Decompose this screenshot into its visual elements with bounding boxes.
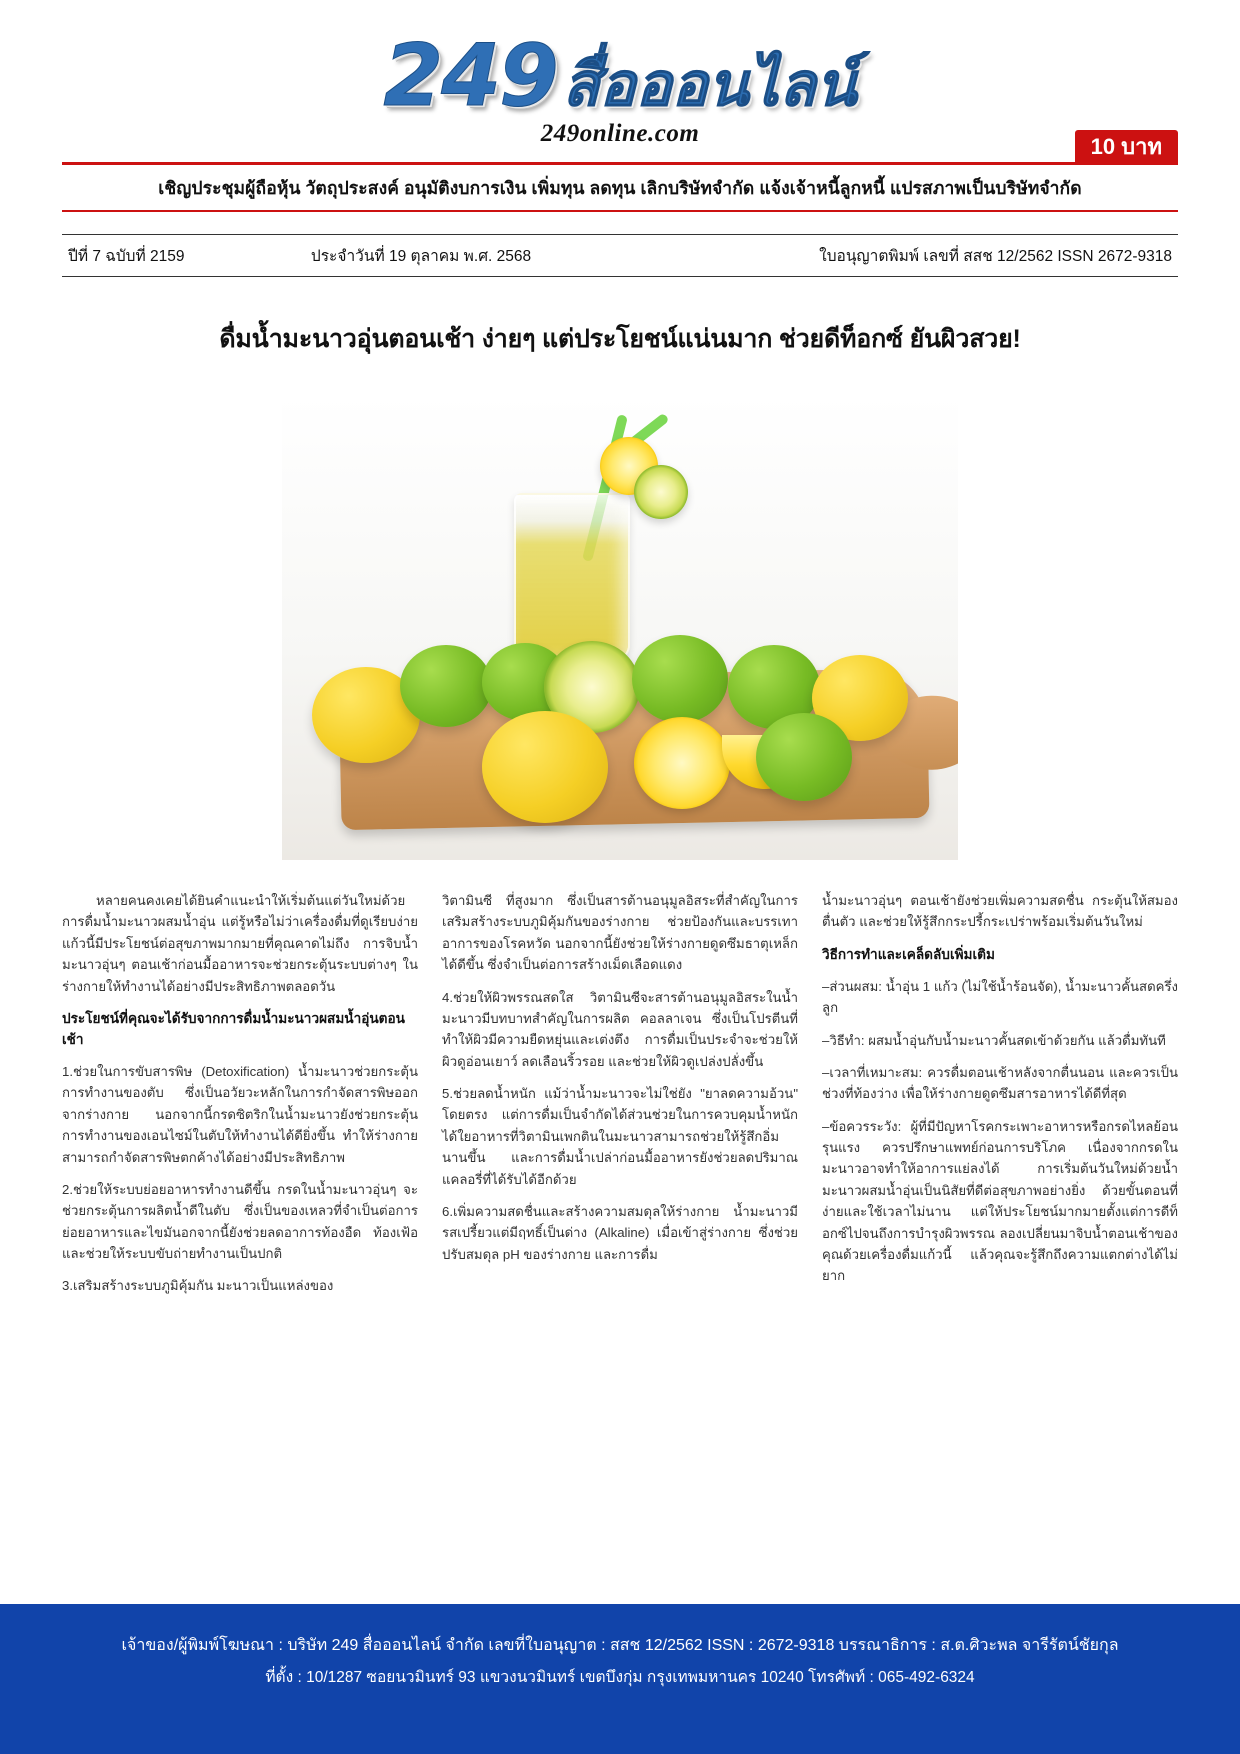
masthead-tagline: เชิญประชุมผู้ถือหุ้น วัตถุประสงค์ อนุมัติงบการเงิน เพิ่มทุน ลดทุน เลิกบริษัทจำกัด แจ้งเจ้าหนี้ลูกหนี้ แปรสภาพเป็นบริษัทจำกัด [158,178,1082,198]
article-column-3 [822,890,1178,1308]
paragraph: หลายคนคงเคยได้ยินคำแนะนำให้เริ่มต้นแต่วันใหม่ด้วยการดื่มน้ำมะนาวผสมน้ำอุ่น แต่รู้หรือไม่ว่าเครื่องดื่มที่ดูเรียบง่ายแก้วนี้มีประโยชน์ต่อสุขภาพมากมายที่คุณคาดไม่ถึง การจิบน้ำมะนาวอุ่นๆ ตอนเช้าก่อนมื้ออาหารจะช่วยกระตุ้นระบบต่างๆ ในร่างกายให้ทำงานได้อย่างมีประสิทธิภาพตลอดวัน [62,893,418,994]
paragraph: 1.ช่วยในการขับสารพิษ (Detoxification) น้ำมะนาวช่วยกระตุ้นการทำงานของตับ ซึ่งเป็นอวัยวะหลักในการกำจัดสารพิษออกจากร่างกาย นอกจากนี้กรดซิตริกในน้ำมะนาวยังช่วยกระตุ้นการทำงานของเอนไซม์ในตับให้ทำงานได้ดียิ่งขึ้น ทำให้ร่างกายสามารถกำจัดสารพิษตกค้างได้อย่างมีประสิทธิภาพ [62,1064,418,1165]
paragraph: 2.ช่วยให้ระบบย่อยอาหารทำงานดีขึ้น กรดในน้ำมะนาวอุ่นๆ จะช่วยกระตุ้นการผลิตน้ำดีในตับ ซึ่งเป็นของเหลวที่จำเป็นต่อการย่อยอาหารและไขมันอกจากนี้ยังช่วยลดอาการท้องอืด ท้องเฟ้อ และช่วยให้ระบบขับถ่ายทำงานเป็นปกติ [62,1181,418,1261]
paragraph: –วิธีทำ: ผสมน้ำอุ่นกับน้ำมะนาวคั้นสดเข้าด้วยกัน แล้วดื่มทันที [822,1032,1166,1048]
lime-whole-center [632,635,728,723]
article-column-2 [442,890,798,1308]
article-hero-image [282,395,958,860]
lime-whole-front [756,713,852,801]
issue-license: ใบอนุญาตพิมพ์ เลขที่ สสช 12/2562 ISSN 2672-9318 [819,248,1172,265]
footer-publisher-line: เจ้าของ/ผู้พิมพ์โฆษณา : บริษัท 249 สื่อออนไลน์ จำกัด เลขที่ใบอนุญาต : สสช 12/2562 ISSN : 2672-9318 บรรณาธิการ : ส.ต.ศิวะพล จารีรัตน์ชัยกุล [121,1637,1119,1654]
divider-red-bottom [62,210,1178,212]
paragraph: น้ำมะนาวอุ่นๆ ตอนเช้ายังช่วยเพิ่มความสดชื่น กระตุ้นให้สมองตื่นตัว และช่วยให้รู้สึกกระปรี้กระเปร่าพร้อมเริ่มต้นวันใหม่ [822,893,1178,930]
lemonade-glass [514,493,630,661]
issue-number: ปีที่ 7 ฉบับที่ 2159 [68,248,185,265]
paragraph: –ข้อควรระวัง: ผู้ที่มีปัญหาโรคกระเพาะอาหารหรือกรดไหลย้อนรุนแรง ควรปรึกษาแพทย์ก่อนการบริโภค เนื่องจากกรดในมะนาวอาจทำให้อาการแย่ลงได้ การเริ่มต้นวันใหม่ด้วยน้ำมะนาวผสมน้ำอุ่นเป็นนิสัยที่ดีต่อสุขภาพอย่างยิ่ง ด้วยขั้นตอนที่ง่ายและใช้เวลาไม่นาน แต่ให้ประโยชน์มากมายตั้งแต่การดีท็อกซ์ไปจนถึงการบำรุงผิวพรรณ ลองเปลี่ยนมาจิบน้ำตอนเช้าของคุณด้วยเครื่องดื่มแก้วนี้ แล้วคุณจะรู้สึกถึงความแตกต่างได้ไม่ยาก [822,1118,1178,1284]
paragraph: 6.เพิ่มความสดชื่นและสร้างความสมดุลให้ร่างกาย น้ำมะนาวมีรสเปรี้ยวแต่มีฤทธิ์เป็นด่าง (Alkaline) เมื่อเข้าสู่ร่างกาย ซึ่งช่วยปรับสมดุล pH ของร่างกาย และการดื่ม [442,1203,798,1262]
page-footer [0,1604,1240,1754]
lime-whole-left [400,645,492,727]
article-headline: ดื่มน้ำมะนาวอุ่นตอนเช้า ง่ายๆ แต่ประโยชน์แน่นมาก ช่วยดีท็อกซ์ ยันผิวสวย! [219,325,1021,353]
logo [62,18,1178,127]
paragraph: วิตามินซี ที่สูงมาก ซึ่งเป็นสารต้านอนุมูลอิสระที่สำคัญในการเสริมสร้างระบบภูมิคุ้มกันของร่างกาย ช่วยป้องกันและบรรเทาอาการของโรคหวัด นอกจากนี้ยังช่วยให้ร่างกายดูดซึมธาตุเหล็กได้ดีขึ้น ซึ่งจำเป็นต่อการสร้างเม็ดเลือดแดง [442,893,798,973]
section-subhead-howto: วิธีการทำและเคล็ดลับเพิ่มเติม [822,946,995,962]
issue-date: ประจำวันที่ 19 ตุลาคม พ.ศ. 2568 [310,248,532,265]
paragraph: 5.ช่วยลดน้ำหนัก แม้ว่าน้ำมะนาวจะไม่ใช่ยัง "ยาลดความอ้วน" โดยตรง แต่การดื่มเป็นจำกัดได้ส่วนช่วยในการควบคุมน้ำหนักได้ใยอาหารที่วิตามินเพกตินในมะนาวสามารถช่วยให้รู้สึกอิ่มนานขึ้น และการดื่มน้ำเปล่าก่อนมื้ออาหารยังช่วยลดปริมาณแคลอรี่ที่ได้รับได้อีกด้วย [442,1086,798,1187]
lemon-whole-front [482,711,608,823]
hero-illustration [282,395,958,860]
lemon-slice-front [634,717,730,809]
section-subhead-benefits: ประโยชน์ที่คุณจะได้รับจากการดื่มน้ำมะนาวผสมน้ำอุ่นตอนเช้า [62,1010,405,1047]
price-badge: 10 บาท [1075,130,1178,165]
issue-info-bar [62,234,1178,277]
masthead [62,0,1178,159]
article-column-1 [62,890,418,1308]
paragraph: –เวลาที่เหมาะสม: ควรดื่มตอนเช้าหลังจากตื่นนอน และควรเป็นช่วงที่ท้องว่าง เพื่อให้ร่างกายดูดซึมสารอาหารได้ดีที่สุด [822,1064,1178,1102]
paragraph: 3.เสริมสร้างระบบภูมิคุ้มกัน มะนาวเป็นแหล่งของ [62,1278,334,1294]
footer-address-line: ที่ตั้ง : 10/1287 ซอยนวมินทร์ 93 แขวงนวมินทร์ เขตบึงกุ่ม กรุงเทพมหานคร 10240 โทรศัพท์ : 065-492-6324 [265,1669,975,1686]
paragraph: 4.ช่วยให้ผิวพรรณสดใส วิตามินซีจะสารต้านอนุมูลอิสระในน้ำมะนาวมีบทบาทสำคัญในการผลิต คอลลาเจน ซึ่งเป็นโปรตีนที่ทำให้ผิวมีความยืดหยุ่นและเต่งตึง การดื่มเป็นประจำจะช่วยให้ผิวดูอ่อนเยาว์ ลดเลือนริ้วรอย และช่วยให้ผิวดูเปล่งปลั่งขึ้น [442,989,798,1069]
logo-domain: 249online.com [540,120,700,147]
logo-thai-wordmark: สื่อออนไลน์ [562,50,857,120]
logo-number: 249 [383,26,557,127]
paragraph: –ส่วนผสม: น้ำอุ่น 1 แก้ว (ไม่ใช้น้ำร้อนจัด), น้ำมะนาวคั้นสดครึ่งลูก [822,978,1178,1016]
article-body [62,890,1178,1308]
lime-slice-garnish [634,465,688,519]
